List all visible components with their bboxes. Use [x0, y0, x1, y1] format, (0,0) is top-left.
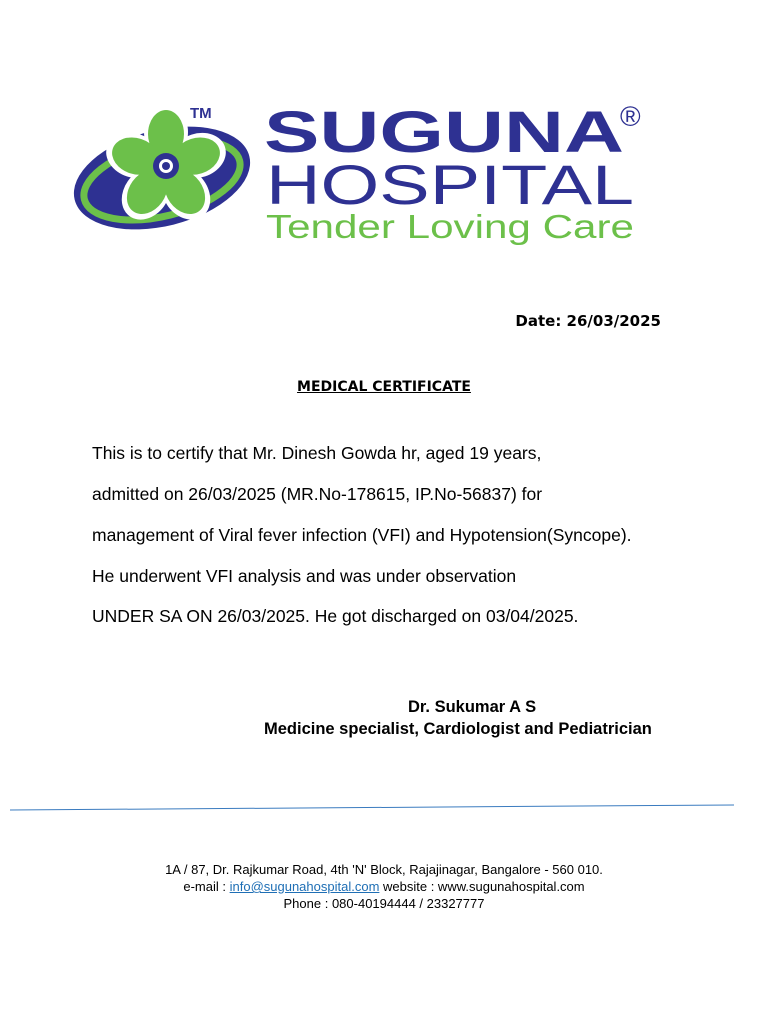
footer-address: 1A / 87, Dr. Rajkumar Road, 4th 'N' Block, Rajajinagar, Bangalore - 560 010. — [165, 862, 603, 877]
certificate-date: Date: 26/03/2025 — [515, 312, 661, 330]
footer-contact — [0, 879, 768, 894]
footer-divider — [0, 798, 768, 818]
body-line: admitted on 26/03/2025 (MR.No-178615, IP.No-56837) for — [92, 484, 543, 504]
brand-name: SUGUNA — [264, 100, 624, 165]
footer-phone: Phone : 080-40194444 / 23327777 — [283, 896, 485, 911]
certificate-title: MEDICAL CERTIFICATE — [297, 379, 471, 395]
hospital-logo — [70, 96, 670, 256]
body-line: This is to certify that Mr. Dinesh Gowda hr, aged 19 years, — [92, 443, 542, 463]
doctor-designation: Medicine specialist, Cardiologist and Pediatrician — [264, 720, 652, 738]
trademark-mark: TM — [190, 105, 212, 122]
email-link[interactable]: info@sugunahospital.com — [229, 879, 380, 894]
email-label: e-mail : — [183, 879, 230, 894]
flower-logo-icon — [70, 104, 261, 246]
body-line: UNDER SA ON 26/03/2025. He got discharged on 03/04/2025. — [92, 606, 579, 626]
body-line: He underwent VFI analysis and was under observation — [92, 566, 517, 586]
doctor-name: Dr. Sukumar A S — [408, 698, 537, 716]
brand-tagline: Tender Loving Care — [266, 208, 634, 245]
registered-mark: ® — [620, 101, 641, 132]
brand-subtitle: HOSPITAL — [266, 153, 634, 216]
body-line: management of Viral fever infection (VFI) and Hypotension(Syncope). — [92, 525, 632, 545]
website-text: website : www.sugunahospital.com — [379, 879, 585, 894]
